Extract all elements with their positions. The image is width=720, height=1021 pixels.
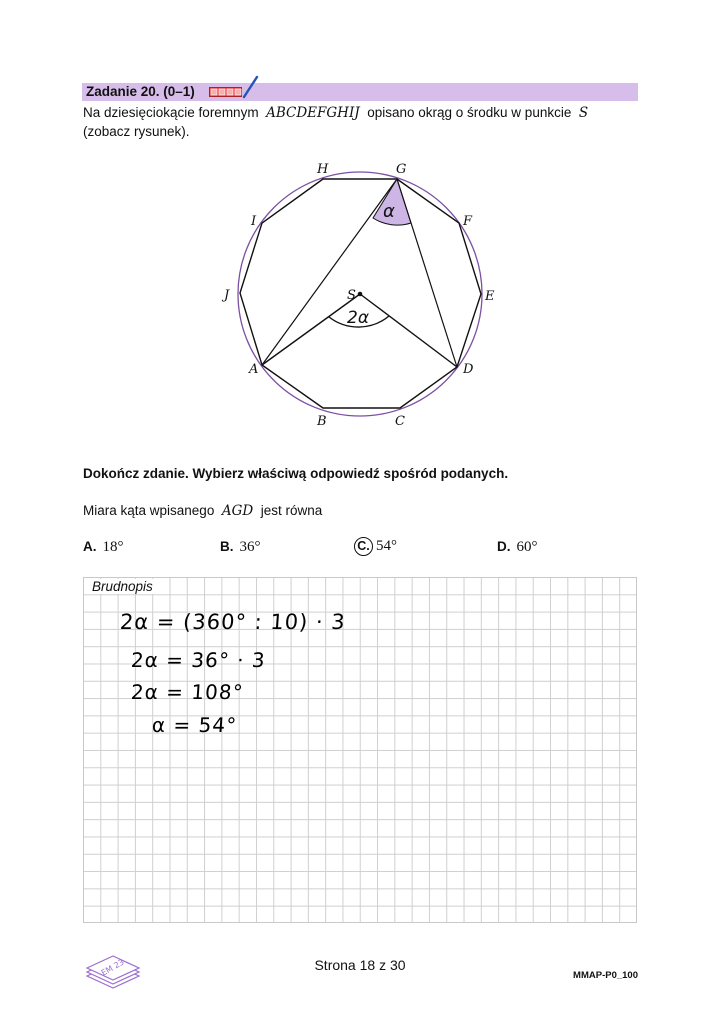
decagon-figure xyxy=(220,155,510,435)
polygon-name: ABCDEFGHIJ xyxy=(266,105,360,121)
answer-a[interactable] xyxy=(83,539,124,556)
task-title: Zadanie 20. (0–1) xyxy=(86,84,195,99)
chord-ga xyxy=(262,179,397,365)
question-after: jest równa xyxy=(260,503,323,518)
exam-code: MMAP-P0_100 xyxy=(573,970,638,981)
answer-d-value: 60° xyxy=(516,539,538,555)
alpha-label: α xyxy=(383,201,395,222)
label-s: S xyxy=(347,288,356,303)
logo-text: EM 23 xyxy=(99,957,126,978)
scratchpad-label: Brudnopis xyxy=(92,579,153,594)
question-angle: AGD xyxy=(221,503,254,519)
chord-gd xyxy=(397,179,457,367)
answer-b-letter: B. xyxy=(220,539,234,554)
label-f: F xyxy=(463,214,473,229)
radius-sa xyxy=(262,294,360,365)
instruction: Dokończ zdanie. Wybierz właściwą odpowiedź spośród podanych. xyxy=(83,466,509,481)
answer-c-letter-circled: C. xyxy=(354,537,373,556)
label-a: A xyxy=(249,362,259,377)
answer-d-letter: D. xyxy=(497,539,511,554)
label-h: H xyxy=(317,162,329,177)
answer-b[interactable] xyxy=(220,539,261,556)
label-d: D xyxy=(463,362,474,377)
answer-d[interactable] xyxy=(497,539,538,556)
task-intro-line2: (zobacz rysunek). xyxy=(83,124,190,139)
question-before: Miara kąta wpisanego xyxy=(83,503,215,518)
label-b: B xyxy=(317,414,327,429)
handwriting-line-4: α = 54° xyxy=(151,713,238,737)
task-header xyxy=(82,83,638,101)
answer-c[interactable] xyxy=(354,537,397,556)
answer-a-letter: A. xyxy=(83,539,97,554)
label-g: G xyxy=(396,162,407,177)
label-e: E xyxy=(485,289,495,304)
page-number: Strona 18 z 30 xyxy=(314,957,406,973)
two-alpha-label: 2α xyxy=(347,308,370,328)
scratchpad-grid[interactable] xyxy=(83,577,637,923)
label-j: J xyxy=(224,288,230,303)
center-point xyxy=(358,292,363,297)
answer-b-value: 36° xyxy=(239,539,261,555)
intro-after: opisano okrąg o środku w punkcie xyxy=(367,105,572,120)
question xyxy=(83,503,322,519)
task-intro-line1 xyxy=(83,105,588,121)
answer-a-value: 18° xyxy=(102,539,124,555)
label-i: I xyxy=(251,214,257,229)
radius-sd xyxy=(360,294,457,367)
intro-before: Na dziesięciokącie foremnym xyxy=(83,105,259,120)
pencil-icon xyxy=(242,75,260,99)
handwriting-line-3: 2α = 108° xyxy=(130,680,245,704)
handwriting-line-2: 2α = 36° · 3 xyxy=(130,648,267,672)
center-label: S xyxy=(578,105,589,121)
label-c: C xyxy=(395,414,405,429)
handwriting-line-1: 2α = (360° : 10) · 3 xyxy=(119,610,347,634)
answer-c-value: 54° xyxy=(376,538,397,554)
